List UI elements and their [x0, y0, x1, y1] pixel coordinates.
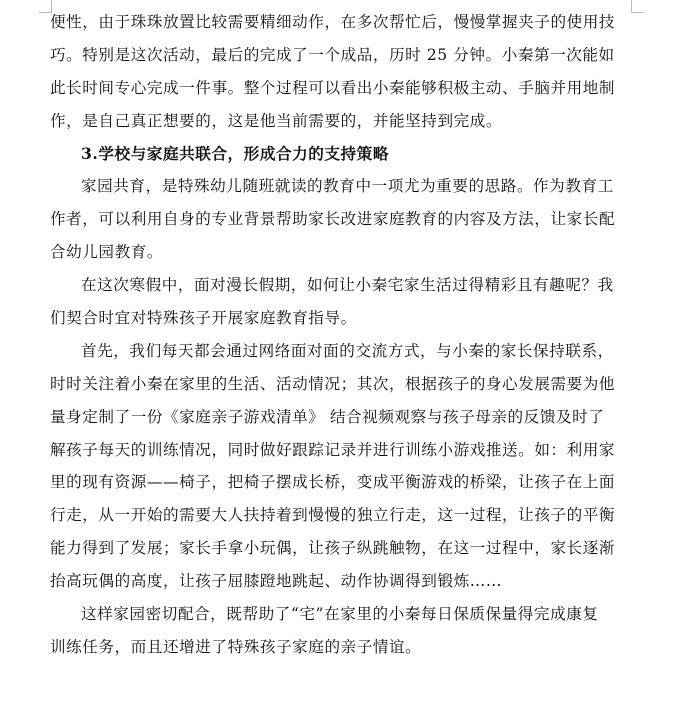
text-line: 巧。特别是这次活动，最后的完成了一个成品，历时 25 分钟。小秦第一次能如 [50, 45, 615, 64]
text-line: 合幼儿园教育。 [50, 243, 164, 262]
section-heading: 3.学校与家庭共联合，形成合力的支持策略 [81, 143, 389, 163]
text-line: 行走，从一开始的需要大人扶持着到慢慢的独立行走，这一过程，让孩子的平衡 [50, 506, 616, 525]
text-line: 能力得到了发展；家长手拿小玩偶，让孩子纵跳触物，在这一过程中，家长逐渐 [50, 539, 616, 558]
text-line: 首先，我们每天都会通过网络面对面的交流方式，与小秦的家长保持联系， [81, 341, 614, 360]
paragraph-2 [50, 170, 630, 269]
page-corner-mark-top-right [631, 0, 644, 13]
text-line: 此长时间专心完成一件事。整个过程可以看出小秦能够积极主动、手脑并用地制 [50, 78, 616, 97]
text-line: 解孩子每天的训练情况，同时做好跟踪记录并进行训练小游戏推送。如：利用家 [50, 440, 616, 459]
text-line: 抬高玩偶的高度，让孩子屈膝蹬地跳起、动作协调得到锻炼…… [50, 572, 503, 591]
text-line: 家园共育，是特殊幼儿随班就读的教育中一项尤为重要的思路。作为教育工 [81, 177, 614, 196]
paragraph-1 [50, 6, 630, 138]
text-line: 里的现有资源——椅子，把椅子摆成长桥，变成平衡游戏的桥梁，让孩子在上面 [50, 473, 616, 492]
text-line: 作者，可以利用自身的专业背景帮助家长改进家庭教育的内容及方法，让家长配 [50, 210, 616, 229]
text-line: 量身定制了一份《家庭亲子游戏清单》 结合视频观察与孩子母亲的反馈及时了 [50, 407, 605, 426]
text-line: 训练任务，而且还增进了特殊孩子家庭的亲子情谊。 [50, 637, 422, 656]
document-body [50, 6, 630, 664]
text-line: 们契合时宜对特殊孩子开展家庭教育指导。 [50, 309, 357, 328]
paragraph-4 [50, 335, 630, 598]
text-line: 作，是自己真正想要的，这是他当前需要的，并能坚持到完成。 [50, 111, 503, 130]
paragraph-5 [50, 598, 630, 664]
text-line: 这样家园密切配合，既帮助了“宅”在家里的小秦每日保质保量得完成康复 [81, 605, 599, 624]
text-line: 在这次寒假中，面对漫长假期，如何让小秦宅家生活过得精彩且有趣呢？我 [81, 276, 614, 295]
text-line: 便性，由于珠珠放置比较需要精细动作，在多次帮忙后，慢慢掌握夹子的使用技 [50, 13, 616, 31]
paragraph-3 [50, 269, 630, 335]
text-line: 时时关注着小秦在家里的生活、活动情况；其次，根据孩子的身心发展需要为他 [50, 374, 616, 393]
